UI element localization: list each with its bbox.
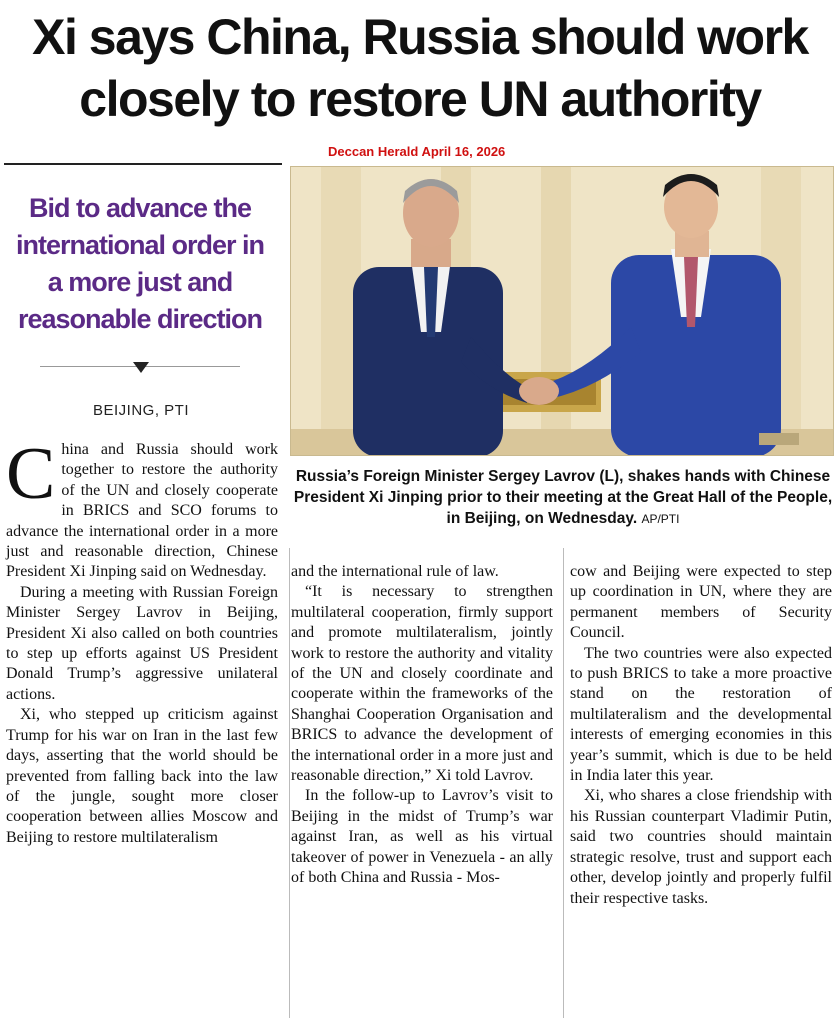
dateline: BEIJING, PTI xyxy=(92,402,189,419)
article-column-1 xyxy=(6,433,278,848)
kicker-arrow-marker xyxy=(133,362,149,373)
column-rule xyxy=(563,548,564,1018)
article-paragraph: The two countries were also expected to push BRICS to take a more proactive stand on the restoration of multilateralism and the developmental interests of emerging economies in this year’s summit, which is due to be held in India later this year. xyxy=(570,644,832,785)
headline-line-1: Xi says China, Russia should work xyxy=(32,9,808,65)
column-rule xyxy=(289,548,290,1018)
caption-text: Russia’s Foreign Minister Sergey Lavrov (L), shakes hands with Chinese President Xi Jinping prior to their meeting at the Great Hall of the People, in Beijing, on Wednesday. xyxy=(293,468,833,527)
news-photo xyxy=(290,166,834,456)
article-paragraph: Xi, who stepped up criticism against Trump for his war on Iran in the last few days, asserting that the world should be prevented from falling back into the law of the jungle, sought more closer cooperation between allies Moscow and Beijing to restore multilateralism xyxy=(6,706,278,846)
source-tag: Deccan Herald April 16, 2026 xyxy=(328,144,506,159)
kicker-top-rule xyxy=(4,163,282,165)
kicker-subheadline: Bid to advance the international order in a more just and reasonable direction xyxy=(15,193,265,334)
headline xyxy=(0,6,840,130)
photo-caption xyxy=(292,466,834,530)
headline-line-2: closely to restore UN authority xyxy=(79,71,761,127)
article-paragraph: cow and Beijing were expected to step up coordination in UN, where they are permanent members of Security Council. xyxy=(570,563,832,642)
lead-paragraph-text: hina and Russia should work together to restore the authority of the UN and closely cooperate in BRICS and SCO forums to advance the international order in a more just and reasonable direction, Chinese President Xi Jinping said on Wednesday. xyxy=(6,441,278,581)
lead-paragraph xyxy=(6,433,278,583)
handshake-photo-illustration xyxy=(291,167,834,456)
article-paragraph: and the international rule of law. xyxy=(291,563,499,580)
article-paragraph: Xi, who shares a close friendship with his Russian counterpart Vladimir Putin, said two countries should maintain strategic resolve, trust and support each other, develop jointly and properly fulfil their respective tasks. xyxy=(570,787,832,907)
article-column-3 xyxy=(570,562,832,909)
article-paragraph: In the follow-up to Lavrov’s visit to Beijing in the midst of Trump’s war against Iran, as well as his virtual takeover of power in Venezuela - an ally of both China and Russia - Mos- xyxy=(291,787,553,887)
photo-credit: AP/PTI xyxy=(641,512,680,526)
article-paragraph: “It is necessary to strengthen multilateral cooperation, firmly support and promote multilateralism, jointly work to restore the authority and vitality of the UN and closely coordinate and cooperate within the frameworks of the Shanghai Cooperation Organisation and BRICS to advance the development of the international order in a more just and reasonable direction,” Xi told Lavrov. xyxy=(291,583,553,785)
drop-cap: C xyxy=(6,433,56,515)
article-paragraph: During a meeting with Russian Foreign Minister Sergey Lavrov in Beijing, President Xi also called on both countries to step up efforts against US President Donald Trump’s aggressive unilateral actions. xyxy=(6,583,278,703)
article-column-2 xyxy=(291,562,553,889)
